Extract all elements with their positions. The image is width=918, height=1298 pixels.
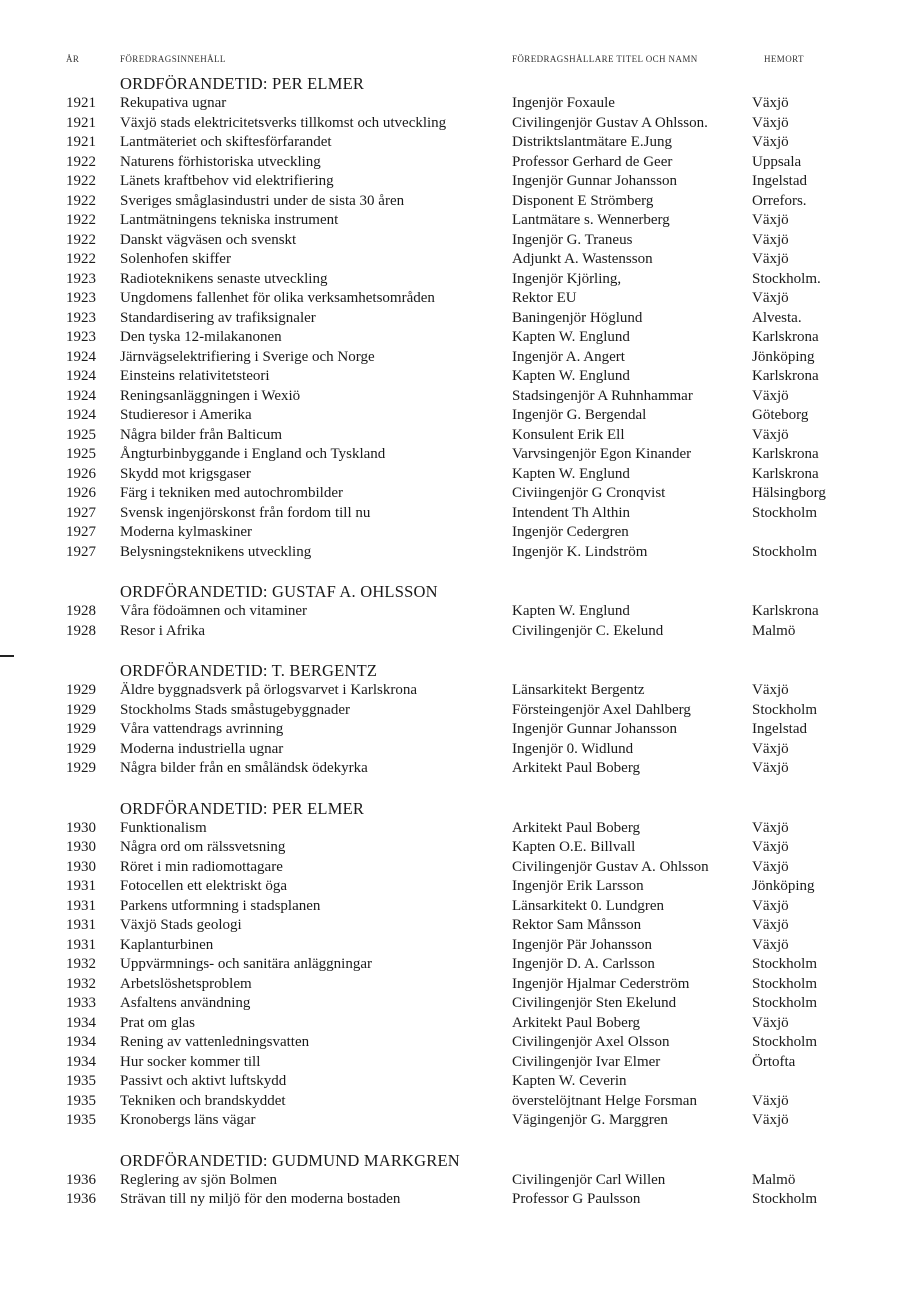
lecture-town: Stockholm [752, 975, 818, 992]
lecture-speaker: Ingenjör Erik Larsson [512, 878, 644, 894]
lecture-row [0, 367, 918, 387]
lecture-year: 1935 [66, 1092, 96, 1109]
lecture-row [0, 94, 918, 114]
lecture-row [0, 504, 918, 524]
lecture-town: Växjö [752, 897, 789, 914]
lecture-row [0, 1014, 918, 1034]
lecture-year: 1922 [66, 192, 96, 209]
lecture-town: Växjö [752, 760, 789, 776]
lecture-speaker: Ingenjör Kjörling, [512, 270, 622, 287]
lecture-row [0, 602, 918, 622]
lecture-year: 1922 [66, 153, 96, 170]
lecture-year: 1926 [66, 485, 96, 501]
lecture-speaker: Ingenjör Gunnar Johansson [512, 173, 677, 189]
lecture-speaker: Baningenjör Höglund [512, 309, 643, 326]
header-topic: FÖREDRAGSINNEHÅLL [120, 54, 226, 64]
lecture-year: 1929 [66, 701, 96, 718]
lecture-town: Växjö [752, 387, 789, 404]
lecture-town: Stockholm [752, 543, 818, 560]
lecture-town: Växjö [752, 251, 789, 267]
lecture-year: 1934 [66, 1014, 96, 1031]
lecture-row [0, 250, 918, 270]
lecture-year: 1930 [66, 858, 96, 875]
lecture-town: Växjö [752, 212, 789, 228]
lecture-topic: Hur socker kommer till [120, 1053, 261, 1070]
lecture-row [0, 172, 918, 192]
lecture-speaker: Adjunkt A. Wastensson [512, 251, 653, 267]
lecture-topic: Funktionalism [120, 819, 207, 836]
lecture-speaker: Länsarkitekt 0. Lundgren [512, 897, 665, 914]
lecture-year: 1936 [66, 1171, 96, 1188]
lecture-row [0, 1092, 918, 1112]
lecture-year: 1931 [66, 897, 96, 914]
lecture-row [0, 1171, 918, 1191]
lecture-topic: Prat om glas [120, 1014, 195, 1031]
lecture-speaker: Länsarkitekt Bergentz [512, 682, 645, 698]
lecture-year: 1921 [66, 114, 96, 131]
lecture-topic: Einsteins relativitetsteori [120, 368, 270, 384]
lecture-topic: Lantmätningens tekniska instrument [120, 212, 339, 228]
lecture-row [0, 289, 918, 309]
lecture-speaker: Civilingenjör Ivar Elmer [512, 1053, 661, 1070]
lecture-year: 1924 [66, 368, 96, 384]
lecture-topic: Kaplanturbinen [120, 936, 214, 953]
lecture-year: 1932 [66, 975, 96, 992]
section-title: ORDFÖRANDETID: GUSTAF A. OHLSSON [120, 582, 438, 601]
lecture-year: 1922 [66, 173, 96, 189]
lecture-topic: Växjö Stads geologi [120, 917, 242, 933]
lecture-topic: Kronobergs läns vägar [120, 1112, 256, 1128]
lecture-speaker: Rektor Sam Månsson [512, 917, 642, 933]
lecture-speaker: Ingenjör Cedergren [512, 524, 629, 540]
lecture-speaker: Civilingenjör Carl Willen [512, 1171, 666, 1188]
header-year: ÅR [66, 54, 80, 64]
lecture-town: Orrefors. [752, 192, 807, 209]
lecture-topic: Några bilder från Balticum [120, 426, 283, 443]
section-title: ORDFÖRANDETID: GUDMUND MARKGREN [120, 1150, 460, 1170]
lecture-topic: Standardisering av trafiksignaler [120, 309, 316, 326]
lecture-year: 1929 [66, 682, 96, 698]
lecture-town: Växjö [752, 231, 789, 248]
lecture-speaker: Ingenjör Gunnar Johansson [512, 721, 677, 737]
lecture-row [0, 484, 918, 504]
lecture-speaker: Ingenjör Foxaule [512, 95, 615, 111]
lecture-town: Stockholm. [752, 270, 821, 287]
lecture-town: Stockholm [752, 1191, 818, 1207]
lecture-year: 1933 [66, 995, 96, 1011]
lecture-row [0, 701, 918, 721]
lecture-speaker: Kapten W. Englund [512, 465, 630, 482]
lecture-town: Jönköping [752, 878, 815, 894]
lecture-speaker: Konsulent Erik Ell [512, 426, 625, 443]
lecture-town: Växjö [752, 1112, 789, 1128]
lecture-town: Karlskrona [752, 329, 819, 345]
lecture-year: 1929 [66, 740, 96, 757]
lecture-town: Uppsala [752, 153, 802, 170]
lecture-row [0, 114, 918, 134]
lecture-speaker: Rektor EU [512, 290, 577, 306]
lecture-topic: Radioteknikens senaste utveckling [120, 270, 328, 287]
lecture-speaker: Ingenjör 0. Widlund [512, 740, 634, 757]
lecture-year: 1923 [66, 270, 96, 287]
lecture-year: 1924 [66, 407, 96, 423]
lecture-speaker: Kapten W. Englund [512, 603, 630, 619]
lecture-speaker: Kapten O.E. Billvall [512, 839, 636, 855]
lecture-town: Karlskrona [752, 603, 819, 619]
lecture-year: 1930 [66, 819, 96, 836]
lecture-row [0, 740, 918, 760]
lecture-speaker: Civilingenjör Gustav A. Ohlsson [512, 858, 709, 875]
lecture-speaker: Vägingenjör G. Marggren [512, 1112, 668, 1128]
chair-period-section [0, 661, 918, 779]
lecture-row [0, 328, 918, 348]
section-title: ORDFÖRANDETID: PER ELMER [120, 74, 365, 93]
lecture-year: 1924 [66, 348, 96, 365]
lecture-list [0, 74, 918, 1210]
lecture-row [0, 270, 918, 290]
lecture-year: 1929 [66, 721, 96, 737]
lecture-row [0, 1111, 918, 1131]
lecture-topic: Ångturbinbyggande i England och Tyskland [120, 446, 386, 462]
lecture-topic: Resor i Afrika [120, 622, 205, 639]
lecture-topic: Moderna kylmaskiner [120, 524, 253, 540]
section-title: ORDFÖRANDETID: T. BERGENTZ [120, 661, 378, 680]
lecture-town: Växjö [752, 95, 789, 111]
lecture-year: 1925 [66, 426, 96, 443]
lecture-year: 1923 [66, 309, 96, 326]
lecture-town: Hälsingborg [752, 485, 826, 501]
lecture-speaker: Professor Gerhard de Geer [512, 153, 673, 170]
lecture-town: Växjö [752, 682, 789, 698]
lecture-topic: Färg i tekniken med autochrombilder [120, 485, 344, 501]
chair-period-section [0, 1151, 918, 1210]
lecture-year: 1930 [66, 839, 96, 855]
lecture-year: 1936 [66, 1191, 96, 1207]
lecture-town: Växjö [752, 114, 789, 131]
lecture-year: 1925 [66, 446, 96, 462]
lecture-topic: Våra födoämnen och vitaminer [120, 603, 308, 619]
chair-period-section [0, 74, 918, 562]
lecture-row [0, 387, 918, 407]
lecture-year: 1934 [66, 1053, 96, 1070]
lecture-topic: Ungdomens fallenhet för olika verksamhetsområden [120, 290, 435, 306]
lecture-town: Ingelstad [752, 173, 807, 189]
lecture-row [0, 975, 918, 995]
lecture-topic: Äldre byggnadsverk på örlogsvarvet i Karlskrona [120, 682, 417, 698]
lecture-row [0, 1190, 918, 1210]
lecture-row [0, 1053, 918, 1073]
lecture-speaker: Varvsingenjör Egon Kinander [512, 446, 692, 462]
lecture-town: Örtofta [752, 1053, 796, 1070]
lecture-year: 1922 [66, 231, 96, 248]
lecture-speaker: Ingenjör Pär Johansson [512, 936, 652, 953]
lecture-town: Stockholm [752, 701, 818, 718]
lecture-topic: Moderna industriella ugnar [120, 740, 284, 757]
lecture-topic: Tekniken och brandskyddet [120, 1092, 286, 1109]
lecture-speaker: Disponent E Strömberg [512, 192, 654, 209]
lecture-town: Växjö [752, 290, 789, 306]
chair-period-section [0, 799, 918, 1131]
lecture-topic: Några ord om rälssvetsning [120, 839, 286, 855]
lecture-year: 1923 [66, 290, 96, 306]
lecture-speaker: Civiingenjör G Cronqvist [512, 485, 666, 501]
lecture-year: 1924 [66, 387, 96, 404]
lecture-topic: Svensk ingenjörskonst från fordom till nu [120, 504, 371, 521]
lecture-row [0, 406, 918, 426]
header-speaker: FÖREDRAGSHÅLLARE TITEL OCH NAMN [512, 54, 698, 64]
lecture-year: 1929 [66, 760, 96, 776]
lecture-topic: Rekupativa ugnar [120, 95, 227, 111]
lecture-town: Stockholm [752, 504, 818, 521]
lecture-row [0, 955, 918, 975]
lecture-town: Växjö [752, 1014, 789, 1031]
lecture-year: 1931 [66, 936, 96, 953]
lecture-row [0, 192, 918, 212]
lecture-town: Ingelstad [752, 721, 807, 737]
lecture-year: 1935 [66, 1073, 96, 1089]
lecture-year: 1927 [66, 543, 96, 560]
lecture-row [0, 133, 918, 153]
lecture-town: Alvesta. [752, 309, 802, 326]
lecture-year: 1921 [66, 134, 96, 150]
lecture-speaker: Stadsingenjör A Ruhnhammar [512, 387, 693, 404]
lecture-topic: Några bilder från en småländsk ödekyrka [120, 760, 368, 776]
lecture-town: Malmö [752, 622, 796, 639]
lecture-town: Stockholm [752, 956, 818, 972]
lecture-year: 1931 [66, 917, 96, 933]
lecture-town: Växjö [752, 426, 789, 443]
lecture-speaker: Civilingenjör C. Ekelund [512, 622, 664, 639]
lecture-row [0, 1033, 918, 1053]
lecture-topic: Danskt vägväsen och svenskt [120, 231, 297, 248]
lecture-speaker: Civilingenjör Gustav A Ohlsson. [512, 114, 708, 131]
lecture-topic: Arbetslöshetsproblem [120, 975, 252, 992]
lecture-town: Karlskrona [752, 446, 819, 462]
header-town: HEMORT [764, 54, 804, 64]
lecture-speaker: Ingenjör A. Angert [512, 348, 625, 365]
lecture-row [0, 543, 918, 563]
lecture-row [0, 759, 918, 779]
lecture-town: Malmö [752, 1171, 796, 1188]
lecture-town: Stockholm [752, 1034, 818, 1050]
lecture-topic: Reningsanläggningen i Wexiö [120, 387, 301, 404]
lecture-row [0, 426, 918, 446]
lecture-topic: Studieresor i Amerika [120, 407, 252, 423]
lecture-topic: Röret i min radiomottagare [120, 858, 283, 875]
lecture-topic: Asfaltens användning [120, 995, 251, 1011]
lecture-topic: Passivt och aktivt luftskydd [120, 1073, 287, 1089]
lecture-speaker: Arkitekt Paul Boberg [512, 819, 641, 836]
lecture-row [0, 465, 918, 485]
lecture-year: 1922 [66, 212, 96, 228]
lecture-topic: Skydd mot krigsgaser [120, 465, 251, 482]
lecture-row [0, 445, 918, 465]
lecture-town: Stockholm [752, 995, 818, 1011]
lecture-speaker: Ingenjör K. Lindström [512, 543, 648, 560]
lecture-speaker: Intendent Th Althin [512, 504, 631, 521]
lecture-speaker: Civilingenjör Axel Olsson [512, 1034, 670, 1050]
lecture-town: Växjö [752, 936, 789, 953]
lecture-year: 1935 [66, 1112, 96, 1128]
lecture-topic: Parkens utformning i stadsplanen [120, 897, 321, 914]
lecture-year: 1934 [66, 1034, 96, 1050]
lecture-row [0, 936, 918, 956]
lecture-row [0, 994, 918, 1014]
lecture-town: Karlskrona [752, 368, 819, 384]
lecture-topic: Belysningsteknikens utveckling [120, 543, 312, 560]
lecture-row [0, 858, 918, 878]
lecture-year: 1922 [66, 251, 96, 267]
lecture-speaker: Ingenjör G. Traneus [512, 231, 633, 248]
lecture-town: Växjö [752, 917, 789, 933]
lecture-year: 1923 [66, 329, 96, 345]
lecture-speaker: Lantmätare s. Wennerberg [512, 212, 670, 228]
lecture-town: Jönköping [752, 348, 815, 365]
lecture-row [0, 309, 918, 329]
lecture-speaker: Kapten W. Englund [512, 329, 630, 345]
lecture-row [0, 211, 918, 231]
lecture-town: Växjö [752, 134, 789, 150]
lecture-row [0, 681, 918, 701]
lecture-year: 1928 [66, 603, 96, 619]
lecture-year: 1921 [66, 95, 96, 111]
lecture-row [0, 720, 918, 740]
lecture-topic: Lantmäteriet och skiftesförfarandet [120, 134, 332, 150]
lecture-row [0, 348, 918, 368]
lecture-topic: Naturens förhistoriska utveckling [120, 153, 321, 170]
lecture-topic: Länets kraftbehov vid elektrifiering [120, 173, 334, 189]
lecture-row [0, 897, 918, 917]
lecture-row [0, 1072, 918, 1092]
lecture-topic: Stockholms Stads småstugebyggnader [120, 701, 350, 718]
lecture-topic: Reglering av sjön Bolmen [120, 1171, 278, 1188]
section-title: ORDFÖRANDETID: PER ELMER [120, 798, 365, 818]
chair-period-section [0, 582, 918, 641]
lecture-topic: Sveriges småglasindustri under de sista 30 åren [120, 192, 405, 209]
lecture-row [0, 819, 918, 839]
lecture-topic: Uppvärmnings- och sanitära anläggningar [120, 956, 373, 972]
lecture-speaker: Kapten W. Englund [512, 368, 630, 384]
lecture-town: Göteborg [752, 407, 809, 423]
lecture-row [0, 838, 918, 858]
lecture-topic: Den tyska 12-milakanonen [120, 329, 282, 345]
lecture-town: Växjö [752, 740, 789, 757]
lecture-row [0, 877, 918, 897]
lecture-row [0, 523, 918, 543]
lecture-speaker: Civilingenjör Sten Ekelund [512, 995, 677, 1011]
lecture-topic: Strävan till ny miljö för den moderna bostaden [120, 1191, 401, 1207]
lecture-speaker: Ingenjör D. A. Carlsson [512, 956, 655, 972]
lecture-town: Växjö [752, 819, 789, 836]
lecture-row [0, 153, 918, 173]
lecture-speaker: Professor G Paulsson [512, 1191, 641, 1207]
lecture-speaker: Försteingenjör Axel Dahlberg [512, 701, 691, 718]
lecture-town: Växjö [752, 839, 789, 855]
lecture-row [0, 231, 918, 251]
lecture-row [0, 916, 918, 936]
lecture-town: Karlskrona [752, 465, 819, 482]
lecture-topic: Järnvägselektrifiering i Sverige och Norge [120, 348, 375, 365]
lecture-speaker: Ingenjör G. Bergendal [512, 407, 647, 423]
lecture-town: Växjö [752, 1092, 789, 1109]
lecture-topic: Solenhofen skiffer [120, 251, 231, 267]
lecture-topic: Våra vattendrags avrinning [120, 721, 284, 737]
lecture-speaker: Arkitekt Paul Boberg [512, 760, 641, 776]
lecture-town: Växjö [752, 858, 789, 875]
lecture-topic: Växjö stads elektricitetsverks tillkomst och utveckling [120, 114, 447, 131]
lecture-year: 1932 [66, 956, 96, 972]
lecture-speaker: överstelöjtnant Helge Forsman [512, 1092, 697, 1109]
lecture-topic: Fotocellen ett elektriskt öga [120, 878, 288, 894]
lecture-year: 1931 [66, 878, 96, 894]
lecture-speaker: Kapten W. Ceverin [512, 1073, 627, 1089]
lecture-year: 1928 [66, 622, 96, 639]
lecture-year: 1926 [66, 465, 96, 482]
lecture-speaker: Distriktslantmätare E.Jung [512, 134, 672, 150]
lecture-year: 1927 [66, 524, 96, 540]
lecture-topic: Rening av vattenledningsvatten [120, 1034, 310, 1050]
lecture-speaker: Ingenjör Hjalmar Cederström [512, 975, 690, 992]
lecture-row [0, 622, 918, 642]
lecture-year: 1927 [66, 504, 96, 521]
lecture-speaker: Arkitekt Paul Boberg [512, 1014, 641, 1031]
